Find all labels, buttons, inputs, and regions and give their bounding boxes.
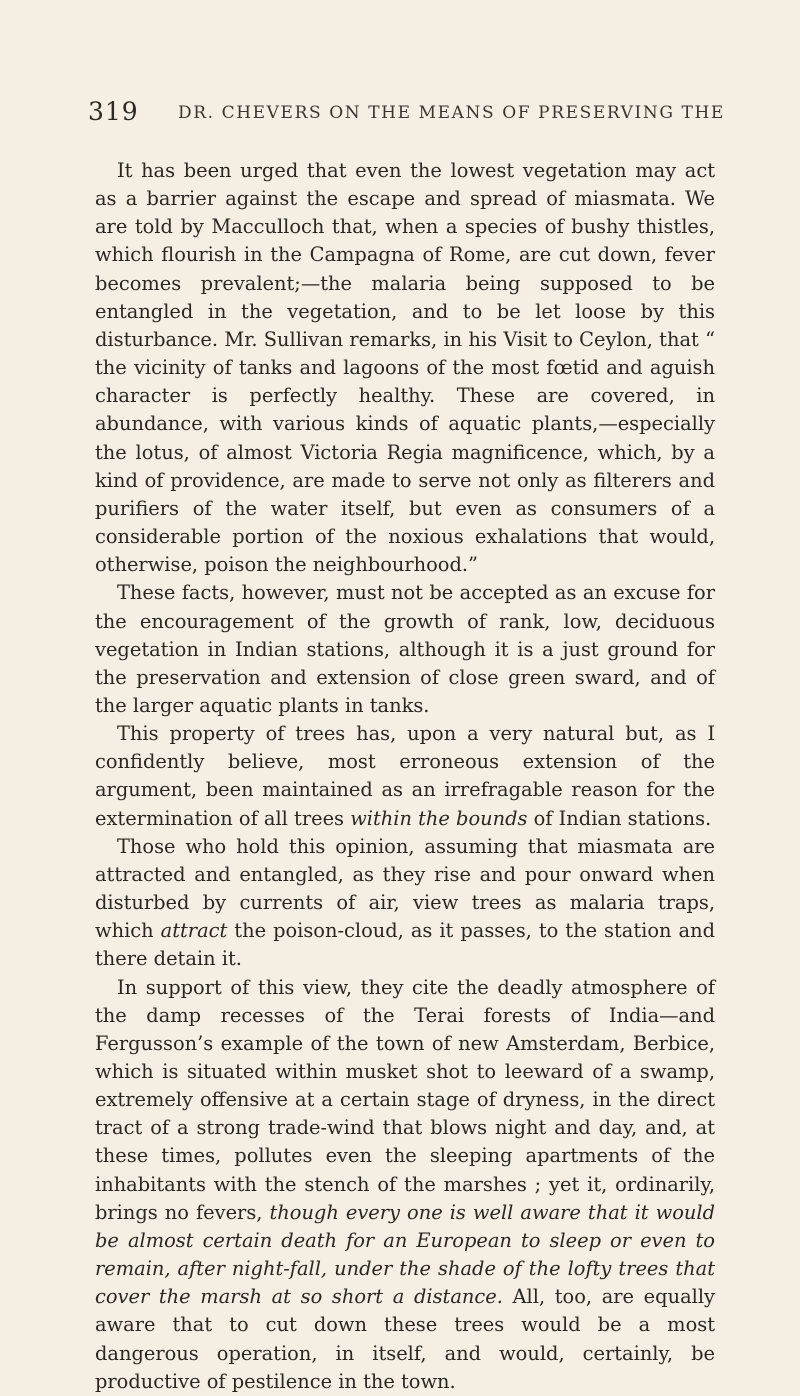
italic-text: though every one is well aware that it would be almost certain death for an European to sleep or even to remain, after night-fall, under the shade of the lofty trees that cover the marsh at so short a distance.	[95, 1200, 715, 1309]
paragraph	[95, 579, 715, 720]
text-run: This property of trees has, upon a very natural but, as I confidently believe, most erroneous extension of the argument, been maintained as an irrefragable reason for the extermination of all trees	[95, 722, 715, 830]
italic-text: attract	[160, 919, 228, 943]
text-run: Those who hold this opinion, assuming that miasmata are attracted and entangled, as they rise and pour onward when disturbed by currents of air, view trees as malaria traps, which	[95, 834, 715, 943]
text-run: It has been urged that even the lowest vegetation may act as a barrier against the escape and spread of miasmata. We are told by Macculloch that, when a species of bushy thistles, which flourish in the Campagna of Rome, are cut down, fever becomes prevalent;—the malaria being supposed to be entangled in the vegetation, and to be let loose by this disturbance. Mr. Sullivan remarks, in his Visit to Ceylon, that “ the vicinity of tanks and lagoons of the most fœtid and aguish character is perfectly healthy. These are covered, in abundance, with various kinds of aquatic plants,—especially the lotus, of almost Victoria Regia magnificence, which, by a kind of providence, are made to serve not only as filterers and purifiers of the water itself, but even as consumers of a considerable portion of the noxious exhalations that would, otherwise, poison the neighbourhood.”	[95, 159, 715, 577]
paragraph	[95, 974, 715, 1396]
page-header	[88, 97, 725, 129]
page-number: 319	[88, 97, 139, 126]
running-head: DR. CHEVERS ON THE MEANS OF PRESERVING THE	[178, 103, 725, 123]
paragraph	[95, 833, 715, 974]
italic-text: within the bounds	[350, 806, 528, 830]
text-run: of Indian stations.	[527, 806, 712, 830]
text-run: In support of this view, they cite the deadly atmosphere of the damp recesses of the Terai forests of India—and Fergusson’s example of the town of new Amsterdam, Berbice, which is situated within musket shot to leeward of a swamp, extremely offensive at a certain stage of dryness, in the direct tract of a strong trade-wind that blows night and day, and, at these times, pollutes even the sleeping apartments of the inhabitants with the stench of the marshes ; yet it, ordinarily, brings no fevers,	[95, 975, 715, 1224]
paragraph	[95, 720, 715, 833]
text-run: the poison-cloud, as it passes, to the station and there detain it.	[95, 919, 715, 971]
paragraph	[95, 157, 715, 579]
text-run: All, too, are equally aware that to cut down these trees would be a most dangerous operation, in itself, and would, certainly, be productive of pestilence in the town.	[95, 1285, 715, 1393]
body-text	[95, 157, 715, 1396]
text-run: These facts, however, must not be accepted as an excuse for the encouragement of the growth of rank, low, deciduous vegetation in Indian stations, although it is a just ground for the preservation and extension of close green sward, and of the larger aquatic plants in tanks.	[95, 581, 715, 717]
